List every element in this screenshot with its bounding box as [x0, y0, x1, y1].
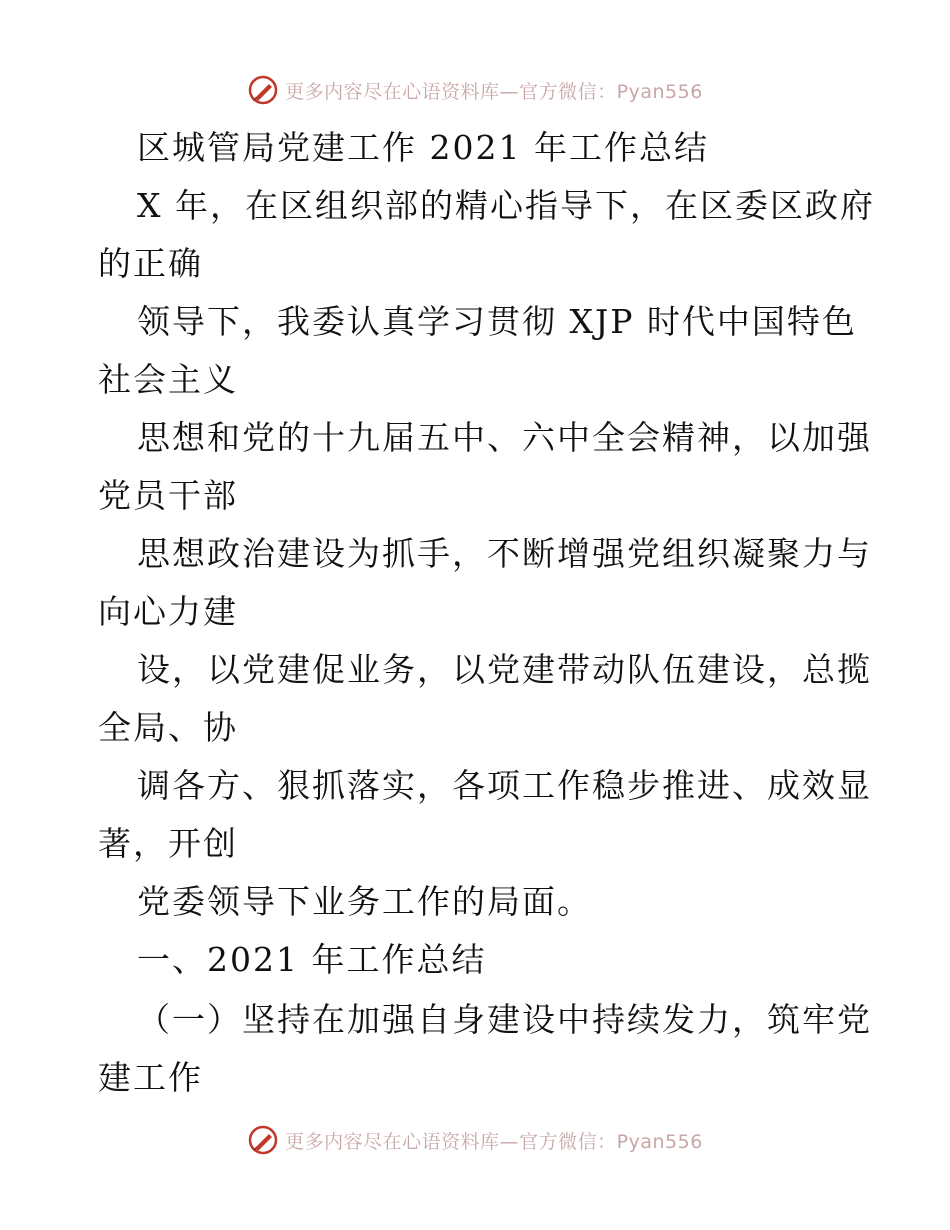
watermark-text: 更多内容尽在心语资料库—官方微信：Pyan556	[285, 80, 703, 103]
paragraph-line: 党委领导下业务工作的局面。	[137, 882, 592, 921]
paragraph-line: 著，开创	[98, 824, 238, 863]
paragraph-line: 建工作	[98, 1058, 203, 1097]
paragraph-line: 领导下，我委认真学习贯彻 XJP 时代中国特色	[137, 302, 857, 341]
section-heading: 一、2021 年工作总结	[137, 940, 487, 979]
paragraph-line: 社会主义	[98, 360, 238, 399]
watermark-text: 更多内容尽在心语资料库—官方微信：Pyan556	[285, 1130, 703, 1153]
paragraph-line: 调各方、狠抓落实，各项工作稳步推进、成效显	[137, 766, 872, 805]
watermark-footer	[0, 1120, 950, 1160]
paragraph-line: 思想和党的十九届五中、六中全会精神，以加强	[137, 418, 872, 457]
pen-logo-icon	[247, 1124, 279, 1156]
watermark-id: Pyan556	[616, 1130, 703, 1153]
paragraph-line: 党员干部	[98, 476, 238, 515]
paragraph-line: X 年，在区组织部的精心指导下，在区委区政府	[137, 186, 875, 225]
document-title: 区城管局党建工作 2021 年工作总结	[137, 128, 709, 167]
watermark-id: Pyan556	[616, 80, 703, 103]
paragraph-line: 向心力建	[98, 592, 238, 631]
paragraph-line: 全局、协	[98, 708, 238, 747]
paragraph-line: 设，以党建促业务，以党建带动队伍建设，总揽	[137, 650, 872, 689]
paragraph-line: 思想政治建设为抓手，不断增强党组织凝聚力与	[137, 534, 872, 573]
paragraph-line: 的正确	[98, 244, 203, 283]
subsection-heading: （一）坚持在加强自身建设中持续发力，筑牢党	[137, 1000, 872, 1039]
